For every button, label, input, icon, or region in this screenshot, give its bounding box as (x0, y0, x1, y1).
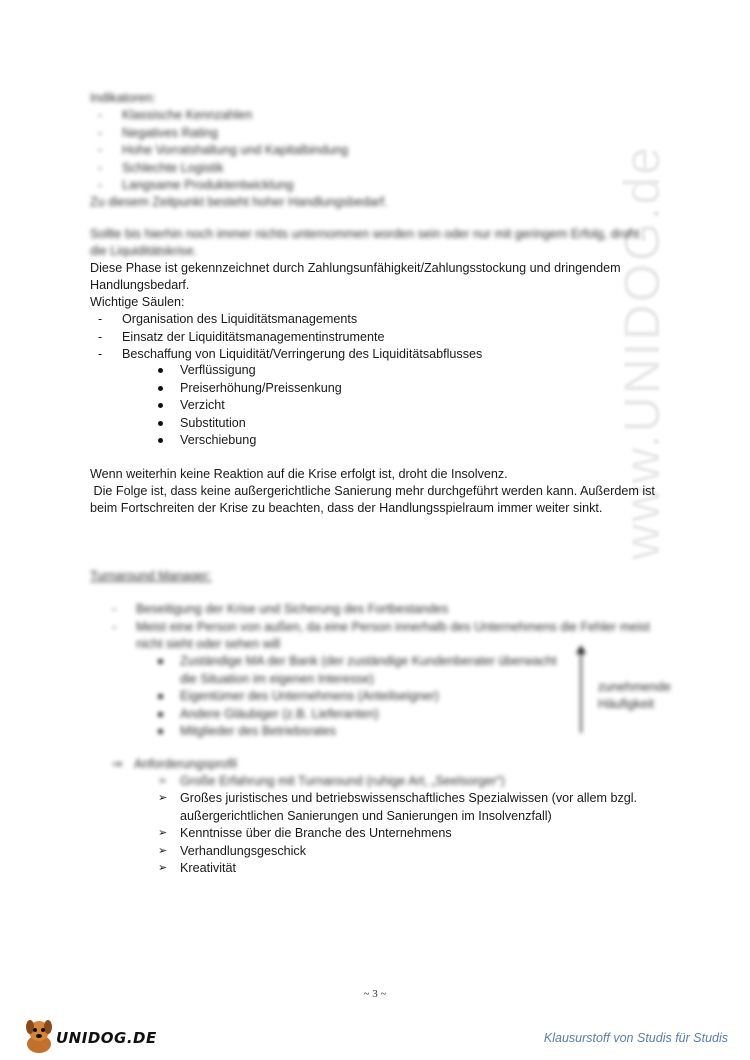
pillars-list (98, 311, 618, 364)
bullet-icon (158, 694, 163, 699)
arrowhead-icon: ➢ (158, 827, 168, 840)
logo-text: UNIDOG.DE (56, 1029, 157, 1047)
arrowhead-icon: ➢ (158, 862, 168, 875)
indicators-list (98, 107, 598, 195)
list-item: die Situation im eigenen Interesse) (180, 671, 374, 686)
phase-line-1: Diese Phase ist gekennzeichnet durch Zahlungsunfähigkeit/Zahlungsstockung und dringendem (90, 261, 621, 275)
list-item: Preiserhöhung/Preissenkung (158, 380, 458, 398)
persons-list (158, 653, 578, 741)
pillars-label: Wichtige Säulen: (90, 295, 185, 309)
page-number: ~ 3 ~ (363, 988, 387, 1000)
list-item: Zuständige MA der Bank (der zuständige Kundenberater überwacht (158, 653, 578, 671)
list-item: Verzicht (158, 397, 458, 415)
bullet-icon (158, 386, 163, 391)
frequency-label-2: Häufigkeit (598, 697, 655, 711)
footer-tagline: Klausurstoff von Studis für Studis (543, 1031, 728, 1045)
intro-line-2: die Liquiditätskrise. (90, 244, 198, 258)
list-item: ➢ Verhandlungsgeschick (158, 843, 658, 861)
list-item: ➢ Kreativität (158, 860, 658, 878)
arrowhead-icon: ➢ (158, 792, 168, 804)
bullet-icon (158, 368, 163, 373)
list-item: nicht sieht oder sehen will (136, 637, 281, 652)
intro-line-1: Sollte bis hierhin noch immer nichts unternommen worden sein oder nur mit geringem Erfolg, droht (90, 227, 640, 241)
list-item: - Einsatz der Liquiditätsmanagementinstrumente (98, 329, 385, 344)
list-item: - Hohe Vorratshaltung und Kapitalbindung (98, 143, 349, 158)
requirements-list (158, 790, 658, 878)
list-item: Verschiebung (158, 432, 458, 450)
list-item: Mitglieder des Betriebsrates (158, 723, 578, 741)
list-item: - Organisation des Liquiditätsmanagements (98, 312, 358, 326)
list-item: ➢ Großes juristisches und betriebswissenschaftliches Spezialwissen (vor allem bzgl. außergerichtlichen Sanierungen und Sanierungen im Insolvenzfall) (158, 791, 638, 823)
list-item: Andere Gläubiger (z.B. Lieferanten) (158, 706, 578, 724)
list-item: - Negatives Rating (98, 125, 218, 140)
bullet-icon (158, 421, 163, 426)
insolvency-line-1: Wenn weiterhin keine Reaktion auf die Krise erfolgt ist, droht die Insolvenz. (90, 467, 508, 481)
insolvency-line-3: beim Fortschreiten der Krise zu beachten, dass der Handlungsspielraum immer weiter sinkt. (90, 501, 603, 515)
dog-mascot-icon (22, 1018, 56, 1054)
measures-list (158, 362, 458, 450)
watermark: www.UNIDOG.de (614, 145, 670, 560)
need-line: Zu diesem Zeitpunkt besteht hoher Handlungsbedarf. (90, 195, 388, 209)
list-item: Substitution (158, 415, 458, 433)
up-arrow-icon (574, 645, 588, 735)
bullet-icon (158, 712, 163, 717)
bullet-icon (158, 729, 163, 734)
profile-label: Anforderungsprofil (134, 757, 237, 771)
requirement-first (158, 773, 658, 791)
phase-line-2: Handlungsbedarf. (90, 278, 190, 292)
turnaround-heading: Turnaround Manager: (90, 569, 212, 583)
list-item: Eigentümer des Unternehmens (Anteilseigner) (158, 688, 578, 706)
bullet-icon (158, 659, 163, 664)
arrowhead-icon: ➢ (158, 844, 168, 857)
insolvency-line-2: Die Folge ist, dass keine außergerichtliche Sanierung mehr durchgeführt werden kann. Außerdem ist (90, 484, 655, 498)
indicators-label: Indikatoren: (90, 91, 156, 105)
list-item: ➢ Kenntnisse über die Branche des Unternehmens (158, 825, 658, 843)
arrowhead-icon: ➢ (158, 775, 168, 787)
profile-arrow-icon: ⇒ (112, 757, 123, 771)
bullet-icon (158, 403, 163, 408)
list-item: - Meist eine Person von außen, da eine Person innerhalb des Unternehmens die Fehler meist (112, 619, 650, 634)
unidog-logo (22, 1018, 157, 1054)
turnaround-tasks (112, 601, 652, 654)
frequency-label-1: zunehmende (598, 680, 671, 694)
list-item: Verflüssigung (158, 362, 458, 380)
list-item: - Klassische Kennzahlen (98, 108, 253, 122)
list-item: - Beseitigung der Krise und Sicherung des Fortbestandes (112, 602, 449, 616)
list-item: - Beschaffung von Liquidität/Verringerung des Liquiditätsabflusses (98, 347, 483, 362)
bullet-icon (158, 438, 163, 443)
list-item: ➢ Große Erfahrung mit Turnaround (ruhige Art, „Seelsorger“) (158, 773, 658, 791)
list-item: - Schlechte Logistik (98, 160, 224, 175)
list-item: - Langsame Produktentwicklung (98, 178, 294, 193)
